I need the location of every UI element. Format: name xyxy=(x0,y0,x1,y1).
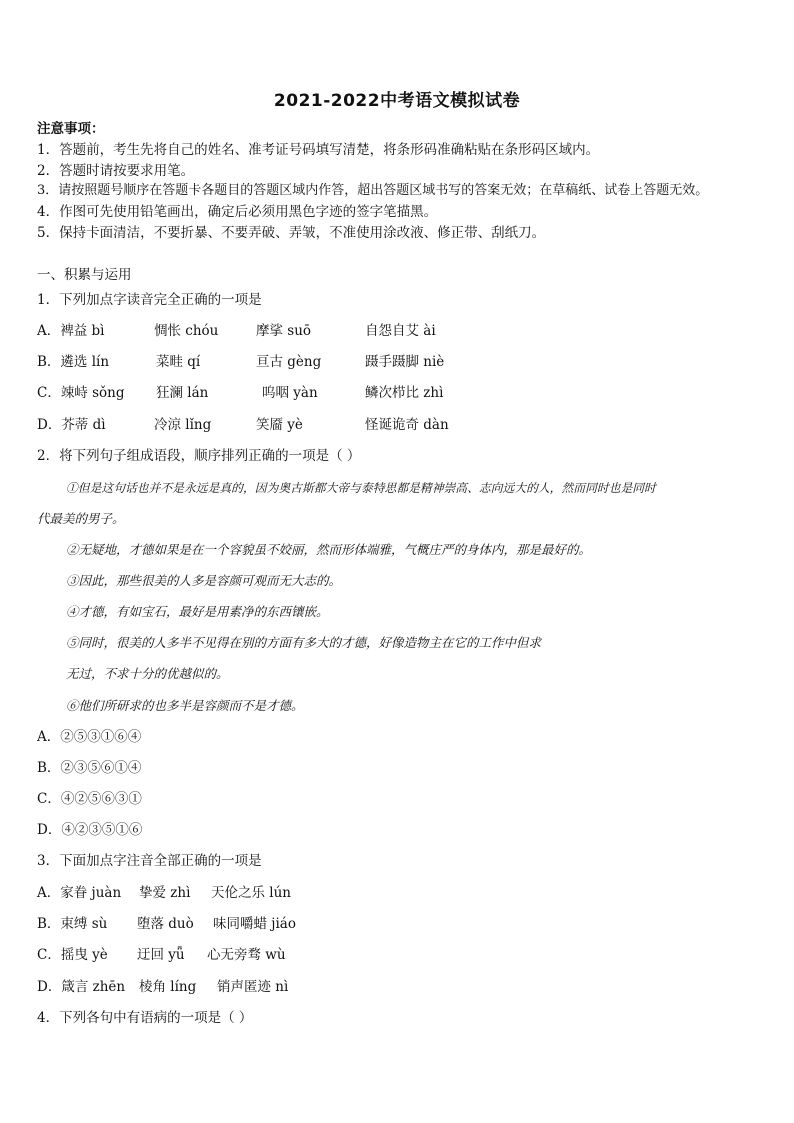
section-heading: 一、积累与运用 xyxy=(37,267,132,283)
passage-sentence: 代最美的男子。 xyxy=(37,511,125,526)
passage-sentence: ①但是这句话也并不是永远是真的，因为奥古斯都大帝与泰特思都是精神崇高、志向远大的人，然而同时也是同时 xyxy=(66,481,656,495)
option-c-word: C．摇曳 yè xyxy=(37,947,108,963)
option-c-word: C．竦峙 sǒng xyxy=(37,385,125,401)
option-c-word: 心无旁骛 wù xyxy=(207,947,286,963)
passage-sentence: ④才德，有如宝石，最好是用素净的东西镶嵌。 xyxy=(66,604,329,619)
notice-item: 4．作图可先使用铅笔画出，确定后必须用黑色字迹的签字笔描黑。 xyxy=(37,204,438,220)
passage-sentence: ③因此，那些很美的人多是容颜可观而无大志的。 xyxy=(66,573,342,588)
option-a-word: 天伦之乐 lún xyxy=(211,885,291,901)
option-b-word: B．遴选 lín xyxy=(37,354,110,370)
passage-sentence: ②无疑地，才德如果是在一个容貌虽不姣丽，然而形体端雅，气概庄严的身体内，那是最好的。 xyxy=(66,542,592,557)
question-stem: 3．下面加点字注音全部正确的一项是 xyxy=(37,853,262,869)
page-title: 2021-2022中考语文模拟试卷 xyxy=(273,91,521,111)
passage-sentence: ⑤同时，很美的人多半不见得在别的方面有多大的才德，好像造物主在它的工作中但求 xyxy=(66,635,542,650)
option-c-word: 鳞次栉比 zhì xyxy=(365,385,444,401)
notice-item: 2．答题时请按要求用笔。 xyxy=(37,163,195,179)
question-stem: 1．下列加点字读音完全正确的一项是 xyxy=(37,292,262,308)
option-a-word: 挚爱 zhì xyxy=(139,885,191,901)
option-b: B．②③⑤⑥①④ xyxy=(37,760,142,776)
option-a: A．②⑤③①⑥④ xyxy=(37,729,142,745)
option-a-word: A．家眷 juàn xyxy=(37,885,122,901)
passage-sentence: 无过，不求十分的优越似的。 xyxy=(66,666,229,681)
option-b-word: 堕落 duò xyxy=(137,916,194,932)
option-c-word: 迂回 yǖ xyxy=(137,947,185,963)
option-b-word: 味同嚼蜡 jiáo xyxy=(213,916,296,932)
passage-sentence: ⑥他们所研求的也多半是容颜而不是才德。 xyxy=(66,698,304,713)
option-d: D．④②③⑤①⑥ xyxy=(37,822,143,838)
option-b-word: 亘古 gèng xyxy=(256,354,322,370)
option-d-word: 怪诞诡奇 dàn xyxy=(365,417,449,433)
option-a-word: A．裨益 bì xyxy=(37,323,105,339)
option-a-word: 自怨自艾 ài xyxy=(365,323,436,339)
option-c: C．④②⑤⑥③① xyxy=(37,791,142,807)
option-d-word: D．箴言 zhēn xyxy=(37,979,126,995)
option-c-word: 狂澜 lán xyxy=(156,385,209,401)
option-a-word: 惆怅 chóu xyxy=(154,323,219,339)
option-b-word: B．束缚 sù xyxy=(37,916,108,932)
option-c-word: 呜咽 yàn xyxy=(262,385,318,401)
option-a-word: 摩挲 suō xyxy=(256,323,312,339)
option-d-word: 冷涼 lǐng xyxy=(154,417,212,433)
option-b-word: 菜畦 qí xyxy=(156,354,201,370)
option-b-word: 蹑手蹑脚 niè xyxy=(365,354,445,370)
notice-item: 1．答题前，考生先将自己的姓名、准考证号码填写清楚，将条形码准确粘贴在条形码区域内。 xyxy=(37,142,600,158)
question-stem: 4．下列各句中有语病的一项是（ ） xyxy=(37,1010,253,1026)
notice-item: 3．请按照题号顺序在答题卡各题目的答题区域内作答，超出答题区域书写的答案无效；在草稿纸、试卷上答题无效。 xyxy=(37,183,709,198)
notice-item: 5．保持卡面清洁，不要折暴、不要弄破、弄皱，不准使用涂改液、修正带、刮纸刀。 xyxy=(37,225,546,241)
notice-heading: 注意事项： xyxy=(37,121,105,137)
option-d-word: D．芥蒂 dì xyxy=(37,417,106,433)
question-stem: 2．将下列句子组成语段，顺序排列正确的一项是（ ） xyxy=(37,448,361,464)
option-d-word: 笑靥 yè xyxy=(256,417,303,433)
option-d-word: 棱角 líng xyxy=(139,979,197,995)
option-d-word: 销声匿迹 nì xyxy=(217,979,289,995)
